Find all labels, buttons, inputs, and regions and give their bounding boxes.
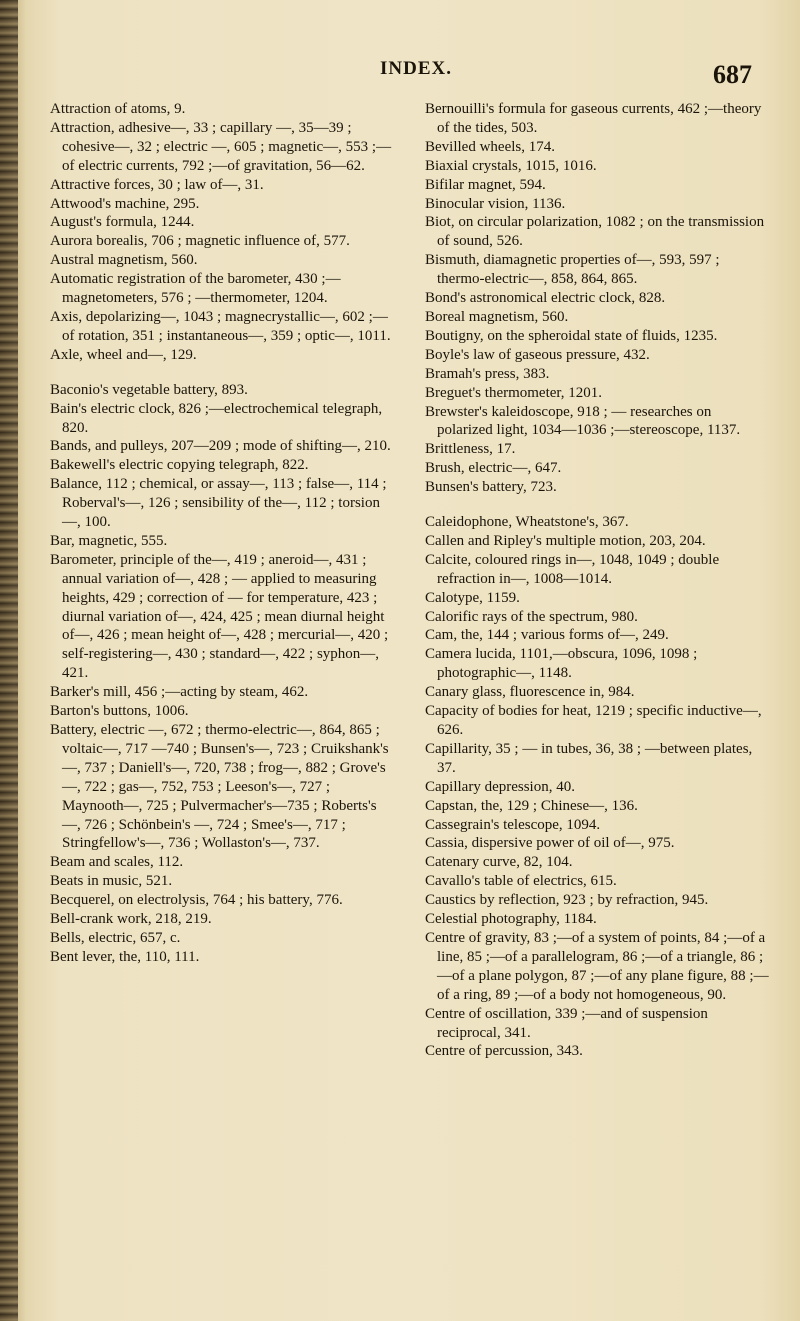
index-entry: Celestial photography, 1184. xyxy=(425,911,597,928)
index-entry: Bramah's press, 383. xyxy=(425,365,550,382)
index-entry: Capstan, the, 129 ; Chinese—, 136. xyxy=(425,797,638,814)
index-entry: Automatic registration of the barometer, 430 ;—magnetometers, 576 ; —thermometer, 1204. xyxy=(50,271,341,307)
index-entry: Biot, on circular polarization, 1082 ; on the transmission of sound, 526. xyxy=(425,214,765,250)
index-entry: Canary glass, fluorescence in, 984. xyxy=(425,684,635,701)
index-entry: Austral magnetism, 560. xyxy=(50,252,198,269)
index-entry: Calotype, 1159. xyxy=(425,589,520,606)
index-entry: Caleidophone, Wheatstone's, 367. xyxy=(425,514,629,531)
index-entry: Cassia, dispersive power of oil of—, 975. xyxy=(425,835,675,852)
index-entry: Capacity of bodies for heat, 1219 ; specific inductive—, 626. xyxy=(425,703,762,738)
index-entry: Bells, electric, 657, c. xyxy=(50,929,181,946)
index-entry: Barton's buttons, 1006. xyxy=(50,703,189,720)
index-entry: August's formula, 1244. xyxy=(50,214,195,231)
index-entry: Centre of gravity, 83 ;—of a system of points, 84 ;—of a line, 85 ;—of a parallelogram, 86 ;—of a triangle, 86 ; —of a plane polygon, 87 ;—of any plane figure, 88 ;—of a ring, 89 ;—of a body not homogeneous, 90. xyxy=(425,929,769,1003)
index-entry: Camera lucida, 1101,—obscura, 1096, 1098 ; photographic—, 1148. xyxy=(425,646,698,682)
index-entry: Barometer, principle of the—, 419 ; aneroid—, 431 ; annual variation of—, 428 ; — applied to measuring heights, 429 ; correction of — for temperature, 423 ; diurnal variation of—, 424, 425 ; mean diurnal height of—, 426 ; mean height of—, 428 ; mercurial—, 420 ; self-registering—, 430 ; standard—, 422 ; syphon—, 421. xyxy=(50,551,389,682)
index-entry: Bakewell's electric copying telegraph, 822. xyxy=(50,457,309,474)
index-entry: Boyle's law of gaseous pressure, 432. xyxy=(425,346,650,363)
index-entry: Beam and scales, 112. xyxy=(50,854,184,871)
index-entry: Calcite, coloured rings in—, 1048, 1049 ; double refraction in—, 1008—1014. xyxy=(425,551,720,587)
index-entry: Bar, magnetic, 555. xyxy=(50,532,168,549)
index-entry: Caustics by reflection, 923 ; by refraction, 945. xyxy=(425,892,709,909)
index-entry: Brewster's kaleidoscope, 918 ; — researches on polarized light, 1034—1036 ;—stereoscope, 1137. xyxy=(425,403,741,439)
index-entry: Brush, electric—, 647. xyxy=(425,460,562,477)
index-entry: Axle, wheel and—, 129. xyxy=(50,346,197,363)
index-entry: Biaxial crystals, 1015, 1016. xyxy=(425,157,597,174)
index-entry: Binocular vision, 1136. xyxy=(425,195,566,212)
index-entry: Capillarity, 35 ; — in tubes, 36, 38 ; —between plates, 37. xyxy=(425,740,753,776)
index-entry: Callen and Ripley's multiple motion, 203, 204. xyxy=(425,532,706,549)
index-column-right xyxy=(425,100,770,1061)
index-entry: Boreal magnetism, 560. xyxy=(425,308,569,325)
index-entry: Bismuth, diamagnetic properties of—, 593, 597 ; thermo-electric—, 858, 864, 865. xyxy=(425,252,720,288)
page-number: 687 xyxy=(713,60,752,89)
index-entry: Attraction, adhesive—, 33 ; capillary —, 35—39 ; cohesive—, 32 ; electric —, 605 ; magnetic—, 553 ;—of electric currents, 792 ;—of gravitation, 56—62. xyxy=(50,119,392,174)
index-entry: Breguet's thermometer, 1201. xyxy=(425,384,603,401)
index-entry: Capillary depression, 40. xyxy=(425,778,575,795)
index-entry: Brittleness, 17. xyxy=(425,441,516,458)
index-entry: Cam, the, 144 ; various forms of—, 249. xyxy=(425,627,669,644)
index-entry: Bifilar magnet, 594. xyxy=(425,176,546,193)
index-entry: Bands, and pulleys, 207—209 ; mode of shifting—, 210. xyxy=(50,438,391,455)
index-entry: Beats in music, 521. xyxy=(50,873,173,890)
index-entry: Attractive forces, 30 ; law of—, 31. xyxy=(50,176,264,193)
index-entry: Centre of oscillation, 339 ;—and of suspension reciprocal, 341. xyxy=(425,1005,708,1041)
index-column-left xyxy=(50,100,395,967)
index-entry: Boutigny, on the spheroidal state of fluids, 1235. xyxy=(425,327,718,344)
index-entry: Aurora borealis, 706 ; magnetic influence of, 577. xyxy=(50,233,350,250)
index-entry: Baconio's vegetable battery, 893. xyxy=(50,381,248,398)
index-entry: Balance, 112 ; chemical, or assay—, 113 ; false—, 114 ; Roberval's—, 126 ; sensibility of the—, 112 ; torsion—, 100. xyxy=(50,476,387,531)
index-entry: Attraction of atoms, 9. xyxy=(50,101,186,117)
book-binding-edge xyxy=(0,0,18,1321)
index-entry: Bent lever, the, 110, 111. xyxy=(50,948,200,965)
index-entry: Centre of percussion, 343. xyxy=(425,1043,583,1060)
index-entry: Catenary curve, 82, 104. xyxy=(425,854,573,871)
index-entry: Bernouilli's formula for gaseous currents, 462 ;—theory of the tides, 503. xyxy=(425,101,762,136)
index-entry: Bond's astronomical electric clock, 828. xyxy=(425,290,666,307)
index-entry: Bevilled wheels, 174. xyxy=(425,138,555,155)
index-entry: Cassegrain's telescope, 1094. xyxy=(425,816,601,833)
index-entry: Battery, electric —, 672 ; thermo-electric—, 864, 865 ; voltaic—, 717 —740 ; Bunsen's—, 723 ; Cruikshank's—, 737 ; Daniell's—, 720, 738 ; frog—, 882 ; Grove's—, 722 ; gas—, 752, 753 ; Leeson's—, 727 ; Maynooth—, 725 ; Pulvermacher's—735 ; Roberts's—, 726 ; Schönbein's —, 724 ; Smee's—, 717 ; Stringfellow's—, 736 ; Wollaston's—, 737. xyxy=(50,722,389,852)
index-entry: Bain's electric clock, 826 ;—electrochemical telegraph, 820. xyxy=(50,400,383,436)
index-entry: Becquerel, on electrolysis, 764 ; his battery, 776. xyxy=(50,892,343,909)
index-entry: Cavallo's table of electrics, 615. xyxy=(425,873,617,890)
index-entry: Bunsen's battery, 723. xyxy=(425,479,557,496)
index-entry: Barker's mill, 456 ;—acting by steam, 462. xyxy=(50,684,309,701)
index-entry: Axis, depolarizing—, 1043 ; magnecrystallic—, 602 ;—of rotation, 351 ; instantaneous—, 359 ; optic—, 1011. xyxy=(50,308,391,344)
index-entry: Attwood's machine, 295. xyxy=(50,195,200,212)
index-entry: Calorific rays of the spectrum, 980. xyxy=(425,608,638,625)
index-entry: Bell-crank work, 218, 219. xyxy=(50,911,212,928)
page-header xyxy=(60,58,752,94)
running-head: INDEX. xyxy=(380,58,452,79)
